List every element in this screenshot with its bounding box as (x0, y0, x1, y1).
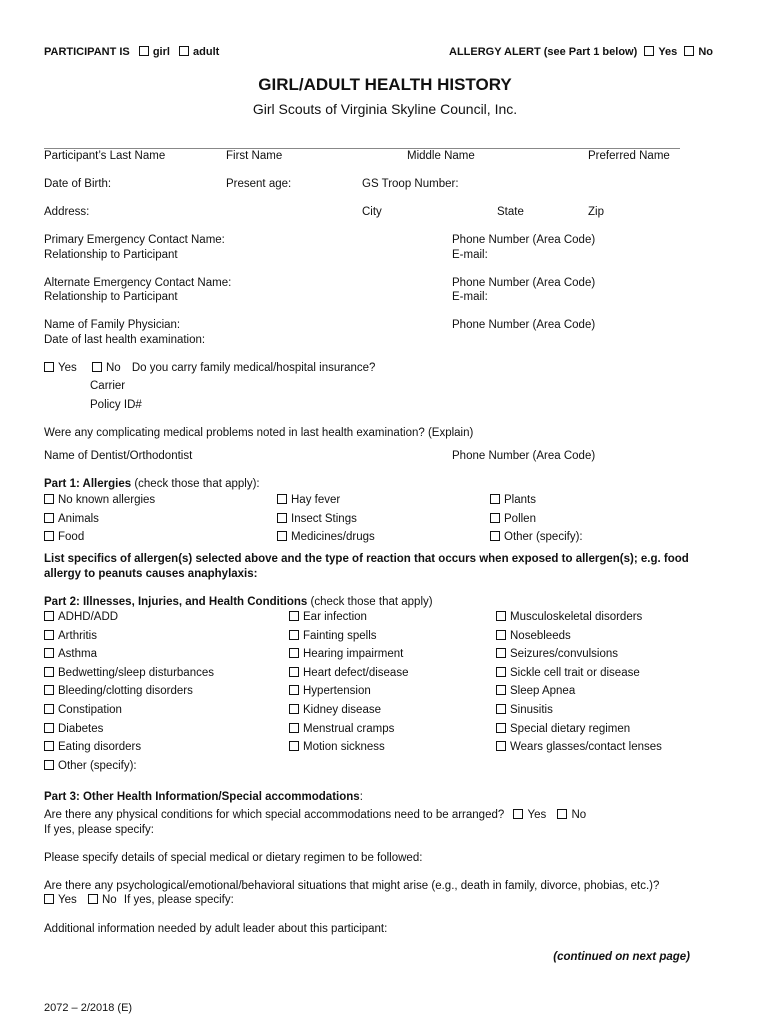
checkbox-label: Ear infection (303, 611, 367, 623)
part3-q3: Are there any psychological/emotional/behavioral situations that might arise (e.g., death in family, divorce, phobias, etc.)? (44, 880, 660, 892)
dentist-field[interactable]: Name of Dentist/Orthodontist (44, 450, 193, 462)
allergy-alert-row (449, 46, 713, 58)
checkbox-item (496, 741, 662, 760)
checkbox-item (490, 494, 583, 513)
checkbox-label: Motion sickness (303, 741, 385, 754)
last-exam-field[interactable]: Date of last health examination: (44, 334, 206, 346)
checkbox-label: Arthritis (58, 629, 97, 642)
relationship-1-field[interactable]: Relationship to Participant (44, 249, 178, 261)
part3-q3-no-checkbox[interactable] (88, 894, 98, 904)
middle-name-field[interactable]: Middle Name (407, 150, 475, 162)
checkbox[interactable] (496, 667, 506, 677)
email-2-field[interactable]: E-mail: (452, 291, 488, 303)
checkbox[interactable] (496, 704, 506, 714)
dob-field[interactable]: Date of Birth: (44, 178, 112, 190)
part3-q1-row (44, 809, 586, 821)
zip-field[interactable]: Zip (588, 206, 604, 218)
part2-heading-rest: (check those that apply) (307, 596, 433, 608)
checkbox-item (277, 494, 375, 513)
checkbox-label: Special dietary regimen (510, 722, 631, 735)
part3-q3-if-yes-field[interactable]: If yes, please specify: (123, 894, 234, 906)
allergy-alert-label: ALLERGY ALERT (see Part 1 below) (449, 46, 638, 58)
part3-heading-bold: Part 3: Other Health Information/Special accommodations (44, 791, 360, 803)
checkbox-item (44, 704, 214, 723)
checkbox-item (496, 685, 662, 704)
checkbox[interactable] (44, 648, 54, 658)
checkbox[interactable] (289, 648, 299, 658)
alternate-contact-field[interactable]: Alternate Emergency Contact Name: (44, 277, 232, 289)
checkbox-item (496, 611, 662, 630)
checkbox-item (44, 760, 214, 779)
state-field[interactable]: State (497, 206, 524, 218)
checkbox[interactable] (496, 630, 506, 640)
checkbox-item (496, 630, 662, 649)
phone-4-field[interactable]: Phone Number (Area Code) (452, 450, 596, 462)
part2-heading-bold: Part 2: Illnesses, Injuries, and Health Conditions (44, 596, 308, 608)
insurance-no-checkbox[interactable] (92, 362, 102, 372)
part3-q1: Are there any physical conditions for which special accommodations need to be arranged? (44, 809, 505, 821)
checkbox-label: Bedwetting/sleep disturbances (58, 666, 214, 679)
checkbox[interactable] (490, 513, 500, 523)
checkbox[interactable] (289, 704, 299, 714)
checkbox-label: Hay fever (291, 494, 341, 506)
checkbox-item (44, 723, 214, 742)
email-1-field[interactable]: E-mail: (452, 249, 488, 261)
checkbox-item (490, 531, 583, 550)
address-field[interactable]: Address: (44, 206, 90, 218)
allergy-no-label: No (698, 46, 714, 58)
checkbox-item (44, 630, 214, 649)
page-subtitle: Girl Scouts of Virginia Skyline Council, Inc. (252, 101, 518, 117)
checkbox-item (289, 667, 408, 686)
checkbox-item (277, 531, 375, 550)
checkbox[interactable] (289, 685, 299, 695)
checkbox-item (496, 704, 662, 723)
part1-col2 (277, 494, 375, 550)
checkbox[interactable] (44, 667, 54, 677)
checkbox[interactable] (496, 685, 506, 695)
allergen-specifics-line1: List specifics of allergen(s) selected above and the type of reaction that occurs when exposed to allergen(s); e.g. food (44, 553, 689, 565)
part1-col3 (490, 494, 583, 550)
checkbox-label: Sleep Apnea (510, 685, 576, 698)
checkbox[interactable] (44, 513, 54, 523)
checkbox-item (490, 513, 583, 532)
checkbox-item (289, 611, 408, 630)
checkbox-label: Menstrual cramps (303, 722, 395, 735)
insurance-row (44, 362, 375, 374)
troop-number-field[interactable]: GS Troop Number: (362, 178, 459, 190)
checkbox-item (496, 667, 662, 686)
part1-col1 (44, 494, 155, 550)
complications-field[interactable]: Were any complicating medical problems noted in last health examination? (Explain) (44, 427, 474, 439)
checkbox[interactable] (277, 513, 287, 523)
checkbox[interactable] (289, 667, 299, 677)
phone-3-field[interactable]: Phone Number (Area Code) (452, 319, 596, 331)
adult-label: adult (193, 46, 220, 58)
divider (44, 148, 680, 149)
checkbox-item (44, 648, 214, 667)
continued-note: (continued on next page) (553, 951, 690, 963)
policy-id-field[interactable]: Policy ID# (90, 399, 142, 411)
part3-q4-field[interactable]: Additional information needed by adult leader about this participant: (44, 923, 388, 935)
checkbox-item (289, 648, 408, 667)
part1-heading (44, 478, 260, 490)
checkbox-item (289, 685, 408, 704)
checkbox-label: Hypertension (303, 685, 371, 698)
checkbox-item (496, 648, 662, 667)
checkbox-label: Insect Stings (291, 512, 357, 525)
checkbox-label: Medicines/drugs (291, 531, 375, 543)
allergy-yes-label: Yes (658, 46, 678, 58)
adult-checkbox[interactable] (179, 46, 189, 56)
checkbox-item (44, 611, 214, 630)
checkbox[interactable] (496, 723, 506, 733)
checkbox[interactable] (44, 630, 54, 640)
checkbox[interactable] (44, 531, 54, 541)
phone-1-field[interactable]: Phone Number (Area Code) (452, 234, 596, 246)
checkbox-item (289, 704, 408, 723)
first-name-field[interactable]: First Name (226, 150, 283, 162)
checkbox[interactable] (44, 760, 54, 770)
checkbox-item (44, 513, 155, 532)
allergen-specifics-line2[interactable]: allergy to peanuts causes anaphylaxis: (44, 568, 258, 580)
checkbox[interactable] (289, 723, 299, 733)
checkbox-label: Bleeding/clotting disorders (58, 685, 193, 698)
checkbox-label: No known allergies (58, 494, 156, 506)
checkbox-item (496, 723, 662, 742)
insurance-yes-checkbox[interactable] (44, 362, 54, 372)
part1-heading-bold: Part 1: Allergies (44, 478, 132, 490)
checkbox[interactable] (496, 648, 506, 658)
part2-heading (44, 596, 433, 608)
participant-is-row (44, 46, 219, 58)
checkbox-item (277, 513, 375, 532)
part3-q2-field[interactable]: Please specify details of special medical or dietary regimen to be followed: (44, 852, 423, 864)
checkbox-label: Eating disorders (58, 741, 142, 754)
part3-q3-no-label: No (101, 894, 117, 906)
checkbox[interactable] (44, 611, 54, 621)
preferred-name-field[interactable]: Preferred Name (588, 150, 670, 162)
part2-col1 (44, 611, 214, 778)
primary-contact-field[interactable]: Primary Emergency Contact Name: (44, 234, 225, 246)
part3-q3-yes-checkbox[interactable] (44, 894, 54, 904)
checkbox-label: Wears glasses/contact lenses (510, 741, 662, 754)
checkbox-label: Nosebleeds (510, 629, 571, 642)
part3-q1-no-checkbox[interactable] (557, 809, 567, 819)
checkbox[interactable] (44, 685, 54, 695)
checkbox-label: Heart defect/disease (303, 666, 409, 679)
checkbox[interactable] (496, 741, 506, 751)
girl-checkbox[interactable] (139, 46, 149, 56)
checkbox-item (289, 630, 408, 649)
checkbox-label: Hearing impairment (303, 648, 404, 661)
checkbox-label: Sickle cell trait or disease (510, 666, 640, 679)
checkbox-item (44, 531, 155, 550)
physician-field[interactable]: Name of Family Physician: (44, 319, 181, 331)
checkbox-label: Other (specify): (504, 531, 583, 543)
part3-q1-yes-checkbox[interactable] (513, 809, 523, 819)
checkbox-label: Fainting spells (303, 629, 377, 642)
part3-heading-colon: : (359, 791, 363, 803)
checkbox[interactable] (277, 494, 287, 504)
part3-if-yes-field[interactable]: If yes, please specify: (44, 824, 154, 836)
checkbox-item (289, 723, 408, 742)
form-code: 2072 – 2/2018 (E) (44, 1002, 133, 1014)
participant-is-label: PARTICIPANT IS (44, 46, 130, 58)
insurance-question: Do you carry family medical/hospital insurance? (131, 362, 376, 374)
checkbox-label: Sinusitis (510, 703, 553, 716)
checkbox-label: Food (58, 531, 85, 543)
city-field[interactable]: City (362, 206, 382, 218)
checkbox[interactable] (490, 531, 500, 541)
checkbox[interactable] (289, 741, 299, 751)
part2-col2 (289, 611, 408, 760)
checkbox-item (44, 685, 214, 704)
carrier-field[interactable]: Carrier (90, 380, 126, 392)
checkbox-item (44, 494, 155, 513)
checkbox[interactable] (490, 494, 500, 504)
checkbox[interactable] (44, 723, 54, 733)
checkbox-item (289, 741, 408, 760)
checkbox[interactable] (44, 494, 54, 504)
checkbox[interactable] (289, 630, 299, 640)
part3-q3-yes-label: Yes (58, 894, 77, 906)
checkbox-label: Seizures/convulsions (510, 648, 619, 661)
part3-q3-row (44, 894, 234, 906)
page-title: GIRL/ADULT HEALTH HISTORY (258, 75, 512, 94)
checkbox-item (44, 741, 214, 760)
present-age-field[interactable]: Present age: (226, 178, 292, 190)
checkbox-label: Plants (504, 494, 536, 506)
checkbox-label: Kidney disease (303, 703, 381, 716)
checkbox-label: Constipation (58, 703, 122, 716)
part2-col3 (496, 611, 662, 760)
checkbox-label: Animals (58, 512, 99, 525)
checkbox[interactable] (496, 611, 506, 621)
insurance-no-label: No (105, 362, 121, 374)
last-name-field[interactable]: Participant’s Last Name (44, 150, 166, 162)
part3-heading (44, 791, 363, 803)
allergy-no-checkbox[interactable] (684, 46, 694, 56)
checkbox-label: Diabetes (58, 722, 104, 735)
checkbox-label: ADHD/ADD (58, 611, 119, 623)
checkbox[interactable] (44, 704, 54, 714)
checkbox-label: Other (specify): (58, 759, 137, 772)
checkbox[interactable] (289, 611, 299, 621)
allergy-yes-checkbox[interactable] (644, 46, 654, 56)
checkbox-label: Musculoskeletal disorders (510, 611, 643, 623)
checkbox[interactable] (277, 531, 287, 541)
checkbox-item (44, 667, 214, 686)
girl-label: girl (152, 46, 170, 58)
part3-q1-no-label: No (571, 809, 587, 821)
insurance-yes-label: Yes (58, 362, 77, 374)
checkbox-label: Asthma (58, 648, 97, 661)
relationship-2-field[interactable]: Relationship to Participant (44, 291, 178, 303)
phone-2-field[interactable]: Phone Number (Area Code) (452, 277, 596, 289)
checkbox[interactable] (44, 741, 54, 751)
part1-heading-rest: (check those that apply): (131, 478, 260, 490)
part3-q1-yes-label: Yes (527, 809, 547, 821)
checkbox-label: Pollen (504, 512, 536, 525)
